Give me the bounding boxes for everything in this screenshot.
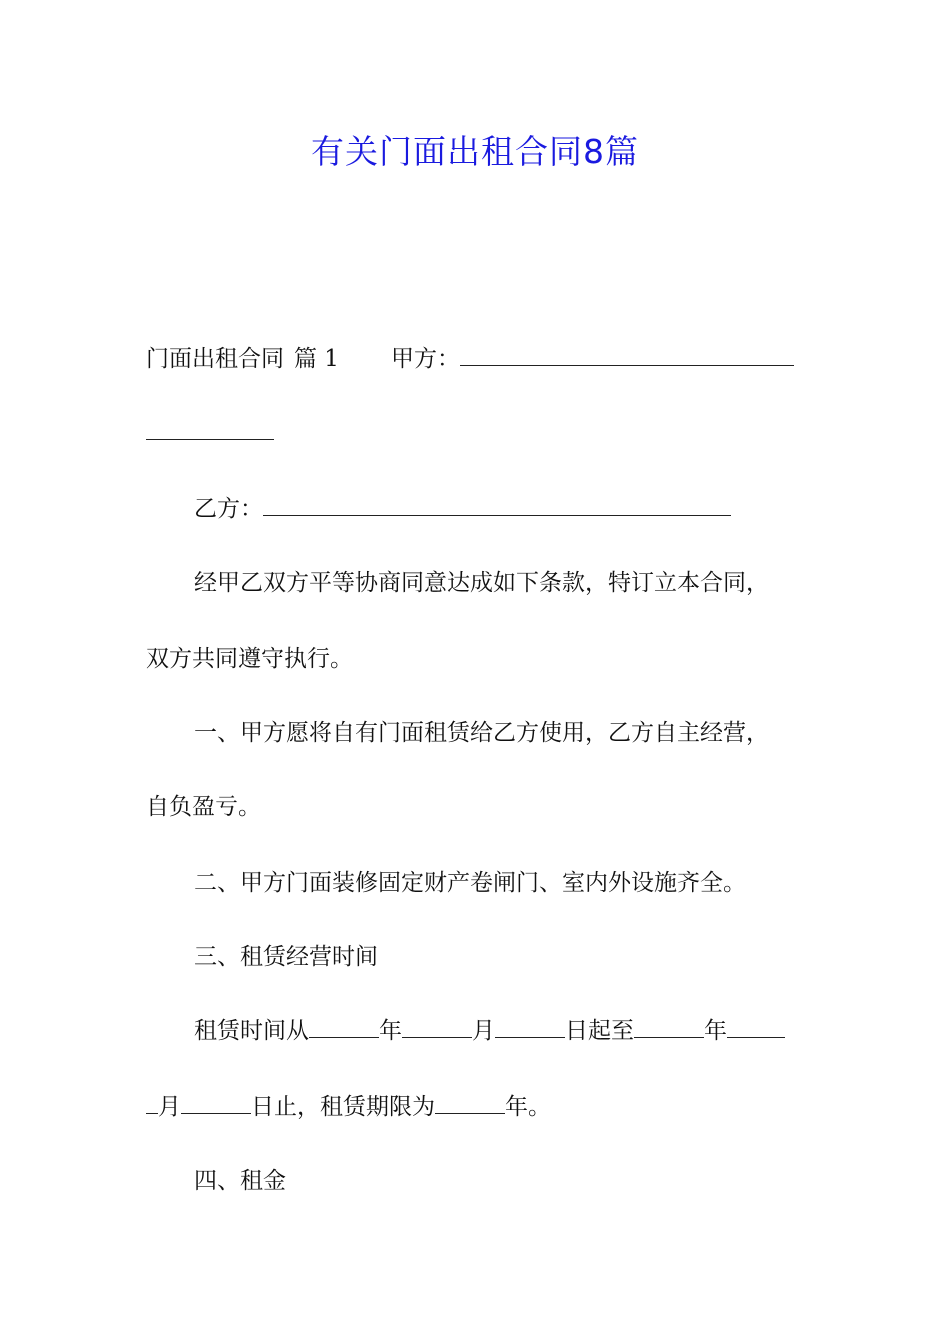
start-month-blank <box>402 1015 472 1038</box>
item-3: 三、租赁经营时间 <box>194 944 378 970</box>
party-a-blank-continued-line <box>146 416 808 450</box>
party-b-label: 乙方： <box>194 496 263 522</box>
start-year-blank <box>309 1015 379 1038</box>
lease-from-label: 租赁时间从 <box>194 1018 309 1044</box>
end-month-blank-continued <box>146 1091 158 1114</box>
section-number: 篇 1 <box>294 346 339 372</box>
document-title: 有关门面出租合同8篇 <box>311 132 639 171</box>
paragraph-1-line-1: 经甲乙双方平等协商同意达成如下条款，特订立本合同， <box>194 570 769 596</box>
start-year-label: 年 <box>379 1018 402 1044</box>
start-day-label: 日起至 <box>565 1018 634 1044</box>
start-month-label: 月 <box>472 1018 495 1044</box>
section-heading-line <box>146 342 808 376</box>
end-month-label: 月 <box>158 1094 181 1120</box>
paragraph-1-line-2: 双方共同遵守执行。 <box>146 646 353 672</box>
lease-period-line-2 <box>146 1090 808 1124</box>
party-b-blank <box>263 493 731 516</box>
section-heading: 门面出租合同 <box>146 346 284 372</box>
end-day-blank <box>181 1091 251 1114</box>
item-4: 四、租金 <box>194 1168 286 1194</box>
end-year-label: 年 <box>704 1018 727 1044</box>
start-day-blank <box>495 1015 565 1038</box>
lease-term-label: 年。 <box>505 1094 551 1120</box>
end-month-blank <box>727 1015 785 1038</box>
item-2: 二、甲方门面装修固定财产卷闸门、室内外设施齐全。 <box>194 870 746 896</box>
end-year-blank <box>634 1015 704 1038</box>
end-day-label: 日止，租赁期限为 <box>251 1094 435 1120</box>
item-1-line-2: 自负盈亏。 <box>146 794 261 820</box>
lease-term-blank <box>435 1091 505 1114</box>
party-b-line <box>194 492 808 526</box>
party-a-label: 甲方： <box>390 346 460 372</box>
party-a-blank-continued <box>146 417 274 440</box>
item-1-line-1: 一、甲方愿将自有门面租赁给乙方使用，乙方自主经营， <box>194 720 769 746</box>
party-a-blank <box>460 343 794 366</box>
lease-period-line-1 <box>194 1014 808 1048</box>
